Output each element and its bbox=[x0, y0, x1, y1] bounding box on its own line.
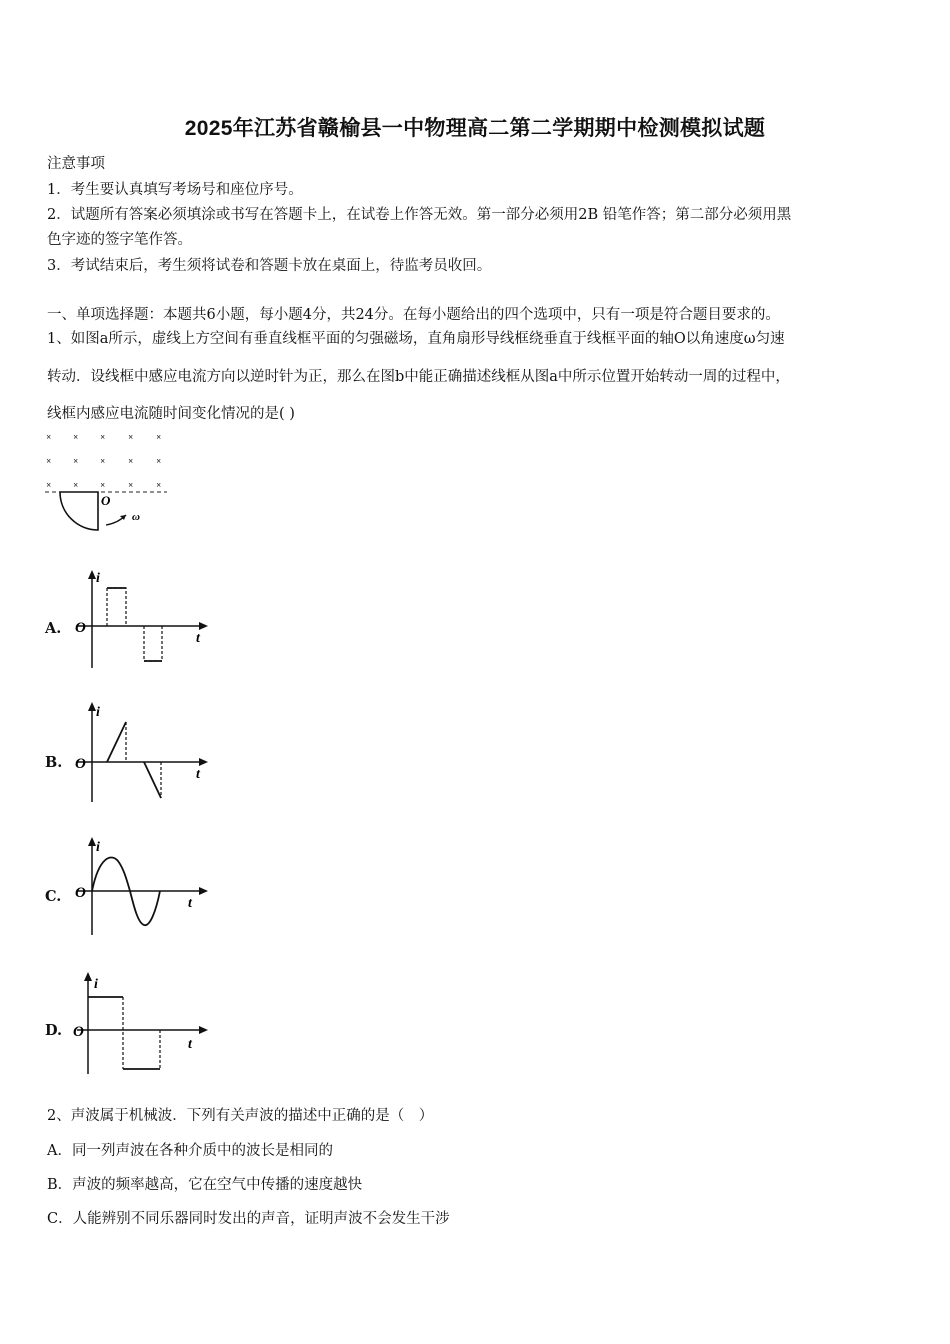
figure-a bbox=[40, 425, 180, 540]
origin-label: O bbox=[75, 620, 86, 636]
field-cross: × bbox=[128, 480, 134, 490]
option-a-graph[interactable] bbox=[72, 568, 212, 673]
q2-option-c[interactable]: C．人能辨别不同乐器同时发出的声音，证明声波不会发生干涉 bbox=[47, 1211, 450, 1227]
option-c-letter[interactable]: C. bbox=[45, 888, 62, 905]
page-title: 2025年江苏省赣榆县一中物理高二第二学期期中检测模拟试题 bbox=[184, 117, 766, 140]
field-cross: × bbox=[100, 432, 106, 442]
field-cross: × bbox=[128, 456, 134, 466]
q1-stem-line2: 转动．设线框中感应电流方向以逆时针为正，那么在图b中能正确描述线框从图a中所示位置开始转动一周的过程中， bbox=[47, 369, 790, 385]
i-axis-label: i bbox=[94, 977, 98, 992]
q2-option-a[interactable]: A．同一列声波在各种介质中的波长是相同的 bbox=[47, 1143, 333, 1159]
notice-heading: 注意事项 bbox=[47, 156, 105, 172]
field-cross: × bbox=[73, 432, 79, 442]
axis-label: O bbox=[101, 493, 111, 508]
option-d-letter[interactable]: D. bbox=[45, 1022, 63, 1039]
i-axis-label: i bbox=[96, 571, 100, 586]
omega-label: ω bbox=[132, 511, 140, 523]
origin-label: O bbox=[75, 756, 86, 772]
field-cross: × bbox=[156, 432, 162, 442]
t-axis-label: t bbox=[196, 631, 200, 646]
q1-stem-line1: 1、如图a所示，虚线上方空间有垂直线框平面的匀强磁场，直角扇形导线框绕垂直于线框平面的轴O以角速度ω匀速 bbox=[47, 331, 785, 347]
field-cross: × bbox=[46, 480, 52, 490]
field-cross: × bbox=[73, 456, 79, 466]
notice-item-3: 3．考试结束后，考生须将试卷和答题卡放在桌面上，待监考员收回。 bbox=[47, 258, 492, 274]
option-a-letter[interactable]: A. bbox=[45, 620, 62, 637]
field-cross: × bbox=[128, 432, 134, 442]
option-b-letter[interactable]: B. bbox=[45, 754, 63, 771]
field-cross: × bbox=[100, 480, 106, 490]
q2-option-b[interactable]: B．声波的频率越高，它在空气中传播的速度越快 bbox=[47, 1177, 363, 1193]
section-heading: 一、单项选择题：本题共6小题，每小题4分，共24分。在每小题给出的四个选项中，只有一项是符合题目要求的。 bbox=[47, 307, 780, 323]
t-axis-label: t bbox=[188, 896, 192, 911]
origin-label: O bbox=[75, 885, 86, 901]
field-cross: × bbox=[46, 432, 52, 442]
field-cross: × bbox=[156, 480, 162, 490]
field-cross: × bbox=[46, 456, 52, 466]
q2-stem: 2、声波属于机械波．下列有关声波的描述中正确的是（ ） bbox=[47, 1108, 434, 1124]
option-b-graph[interactable] bbox=[72, 700, 212, 805]
option-d-graph[interactable] bbox=[72, 970, 212, 1078]
field-cross: × bbox=[73, 480, 79, 490]
notice-item-1: 1．考生要认真填写考场号和座位序号。 bbox=[47, 182, 303, 198]
q1-stem-line3: 线框内感应电流随时间变化情况的是( ) bbox=[47, 406, 295, 422]
notice-item-2-cont: 色字迹的签字笔作答。 bbox=[47, 232, 192, 248]
field-cross: × bbox=[156, 456, 162, 466]
t-axis-label: t bbox=[196, 767, 200, 782]
origin-label: O bbox=[73, 1024, 84, 1040]
field-cross: × bbox=[100, 456, 106, 466]
t-axis-label: t bbox=[188, 1037, 192, 1052]
option-c-graph[interactable] bbox=[72, 835, 212, 940]
notice-item-2: 2．试题所有答案必须填涂或书写在答题卡上，在试卷上作答无效。第一部分必须用2B 铅笔作答；第二部分必须用黑 bbox=[47, 207, 792, 223]
i-axis-label: i bbox=[96, 705, 100, 720]
i-axis-label: i bbox=[96, 840, 100, 855]
sector-loop bbox=[60, 492, 98, 530]
